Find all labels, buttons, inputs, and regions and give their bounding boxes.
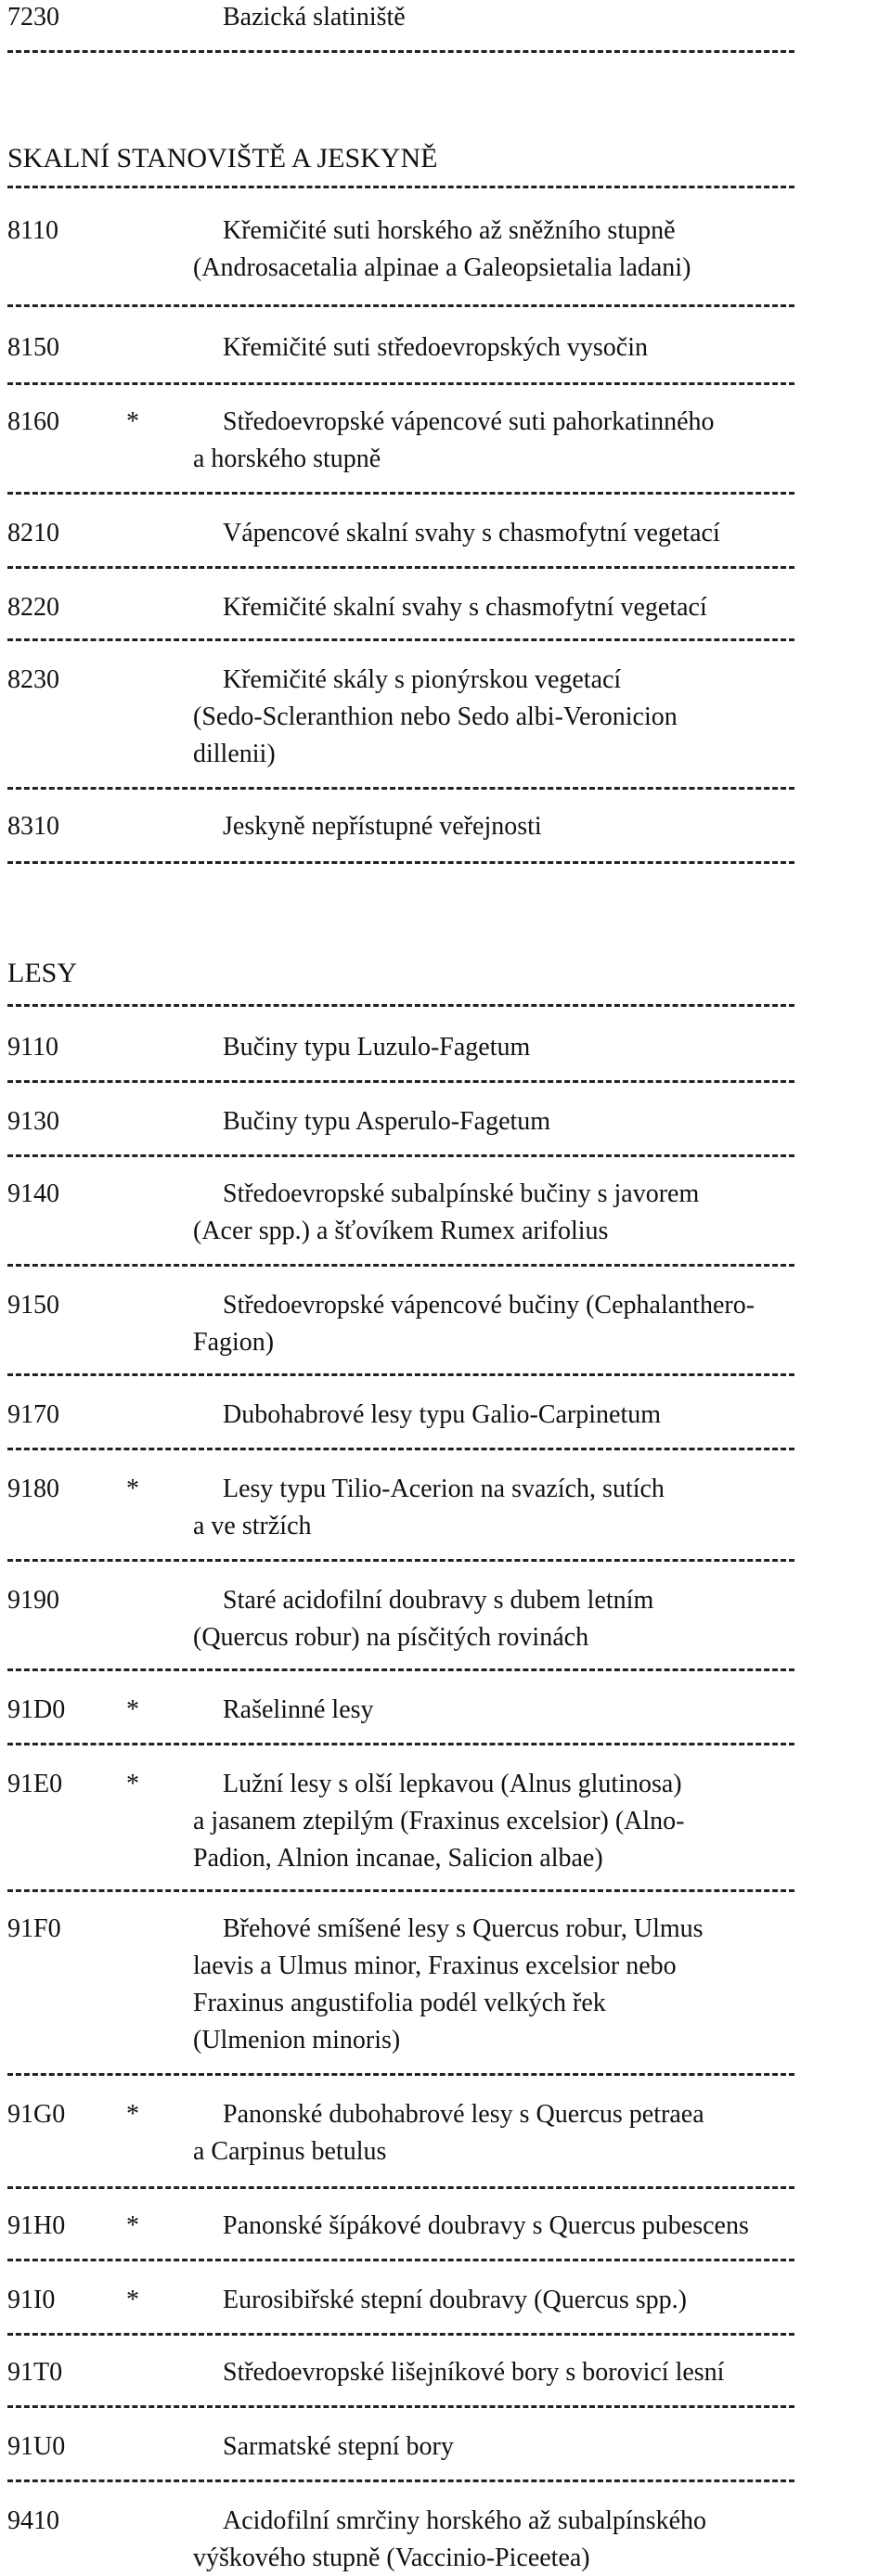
habitat-name-line: Sarmatské stepní bory [223, 2432, 454, 2461]
habitat-name-line: Středoevropské subalpínské bučiny s javorem [223, 1179, 700, 1208]
habitat-name-line: Lužní lesy s olší lepkavou (Alnus glutinosa) [223, 1770, 682, 1798]
habitat-code: 9150 [7, 1291, 59, 1320]
dashed-separator [7, 1154, 794, 1157]
priority-star: * [126, 407, 139, 436]
section-heading: SKALNÍ STANOVIŠTĚ A JESKYNĚ [7, 143, 438, 174]
habitat-name-line: Fagion) [193, 1328, 275, 1357]
habitat-name-line: Bučiny typu Asperulo-Fagetum [223, 1107, 551, 1136]
dashed-separator [7, 1743, 794, 1745]
habitat-name-line: (Quercus robur) na písčitých rovinách [193, 1623, 589, 1652]
habitat-name-line: Fraxinus angustifolia podél velkých řek [193, 1989, 606, 2017]
habitat-name-line: Acidofilní smrčiny horského až subalpínského [223, 2506, 707, 2535]
habitat-name-line: Padion, Alnion incanae, Salicion albae) [193, 1844, 603, 1873]
habitat-name-line: Staré acidofilní doubravy s dubem letním [223, 1586, 654, 1615]
habitat-name-line: Panonské šípákové doubravy s Quercus pubescens [223, 2211, 749, 2240]
habitat-name-line: (Sedo-Scleranthion nebo Sedo albi-Veronicion [193, 702, 678, 731]
habitat-code: 9180 [7, 1475, 59, 1503]
priority-star: * [126, 1695, 139, 1724]
section-heading: LESY [7, 958, 77, 988]
dashed-separator [7, 304, 794, 307]
habitat-name-line: laevis a Ulmus minor, Fraxinus excelsior nebo [193, 1951, 677, 1980]
habitat-code: 9410 [7, 2506, 59, 2535]
priority-star: * [126, 2100, 139, 2129]
habitat-code: 91F0 [7, 1914, 61, 1943]
habitat-name-line: Křemičité suti horského až sněžního stupně [223, 216, 676, 245]
habitat-code: 9170 [7, 1400, 59, 1429]
habitat-name-line: Jeskyně nepřístupné veřejnosti [223, 812, 542, 841]
dashed-separator [7, 1373, 794, 1376]
habitat-code: 8150 [7, 333, 59, 362]
priority-star: * [126, 1770, 139, 1798]
dashed-separator [7, 1889, 794, 1892]
habitat-code: 8230 [7, 665, 59, 694]
habitat-name-line: Bazická slatiniště [223, 3, 406, 32]
habitat-name-line: Eurosibiřské stepní doubravy (Quercus spp.) [223, 2286, 688, 2314]
habitat-code: 8210 [7, 519, 59, 547]
habitat-name-line: (Ulmenion minoris) [193, 2026, 401, 2054]
habitat-name-line: Křemičité suti středoevropských vysočin [223, 333, 649, 362]
habitat-name-line: a jasanem ztepilým (Fraxinus excelsior) (Alno- [193, 1807, 685, 1835]
dashed-separator [7, 492, 794, 495]
habitat-code: 91G0 [7, 2100, 66, 2129]
habitat-code: 9130 [7, 1107, 59, 1136]
dashed-separator [7, 186, 794, 188]
habitat-name-line: Břehové smíšené lesy s Quercus robur, Ulmus [223, 1914, 704, 1943]
habitat-code: 8160 [7, 407, 59, 436]
habitat-name-line: Dubohabrové lesy typu Galio-Carpinetum [223, 1400, 662, 1429]
dashed-separator [7, 1668, 794, 1671]
dashed-separator [7, 50, 794, 53]
habitat-code: 9140 [7, 1179, 59, 1208]
habitat-name-line: dillenii) [193, 740, 276, 768]
habitat-name-line: Vápencové skalní svahy s chasmofytní vegetací [223, 519, 720, 547]
habitat-code: 9190 [7, 1586, 59, 1615]
habitat-name-line: (Acer spp.) a šťovíkem Rumex arifolius [193, 1217, 609, 1245]
habitat-name-line: a horského stupně [193, 444, 381, 473]
habitat-name-line: Středoevropské vápencové suti pahorkatinného [223, 407, 715, 436]
habitat-name-line: (Androsacetalia alpinae a Galeopsietalia ladani) [193, 253, 691, 282]
dashed-separator [7, 861, 794, 864]
dashed-separator [7, 2186, 794, 2189]
dashed-separator [7, 2073, 794, 2076]
habitat-code: 7230 [7, 3, 59, 32]
dashed-separator [7, 2479, 794, 2482]
dashed-separator [7, 787, 794, 790]
habitat-code: 9110 [7, 1033, 58, 1062]
habitat-code: 91H0 [7, 2211, 66, 2240]
dashed-separator [7, 1448, 794, 1450]
habitat-code: 91D0 [7, 1695, 66, 1724]
habitat-name-line: Křemičité skalní svahy s chasmofytní vegetací [223, 593, 707, 622]
habitat-code: 91I0 [7, 2286, 56, 2314]
priority-star: * [126, 2286, 139, 2314]
habitat-name-line: Panonské dubohabrové lesy s Quercus petraea [223, 2100, 704, 2129]
habitat-code: 8310 [7, 812, 59, 841]
priority-star: * [126, 1475, 139, 1503]
dashed-separator [7, 1080, 794, 1083]
habitat-name-line: Středoevropské lišejníkové bory s borovicí lesní [223, 2358, 725, 2387]
dashed-separator [7, 566, 794, 569]
habitat-name-line: Rašelinné lesy [223, 1695, 374, 1724]
habitat-name-line: výškového stupně (Vaccinio-Piceetea) [193, 2544, 590, 2572]
dashed-separator [7, 382, 794, 385]
dashed-separator [7, 638, 794, 641]
habitat-name-line: Lesy typu Tilio-Acerion na svazích, sutích [223, 1475, 665, 1503]
habitat-code: 8110 [7, 216, 58, 245]
habitat-code: 91E0 [7, 1770, 63, 1798]
dashed-separator [7, 1559, 794, 1562]
priority-star: * [126, 2211, 139, 2240]
habitat-name-line: Bučiny typu Luzulo-Fagetum [223, 1033, 531, 1062]
habitat-name-line: a ve stržích [193, 1512, 312, 1540]
habitat-name-line: Středoevropské vápencové bučiny (Cephalanthero- [223, 1291, 755, 1320]
dashed-separator [7, 1004, 794, 1007]
habitat-name-line: Křemičité skály s pionýrskou vegetací [223, 665, 622, 694]
dashed-separator [7, 2259, 794, 2261]
habitat-code: 91U0 [7, 2432, 66, 2461]
dashed-separator [7, 2333, 794, 2336]
dashed-separator [7, 1264, 794, 1267]
dashed-separator [7, 2405, 794, 2408]
habitat-name-line: a Carpinus betulus [193, 2137, 387, 2166]
habitat-code: 91T0 [7, 2358, 63, 2387]
habitat-code: 8220 [7, 593, 59, 622]
